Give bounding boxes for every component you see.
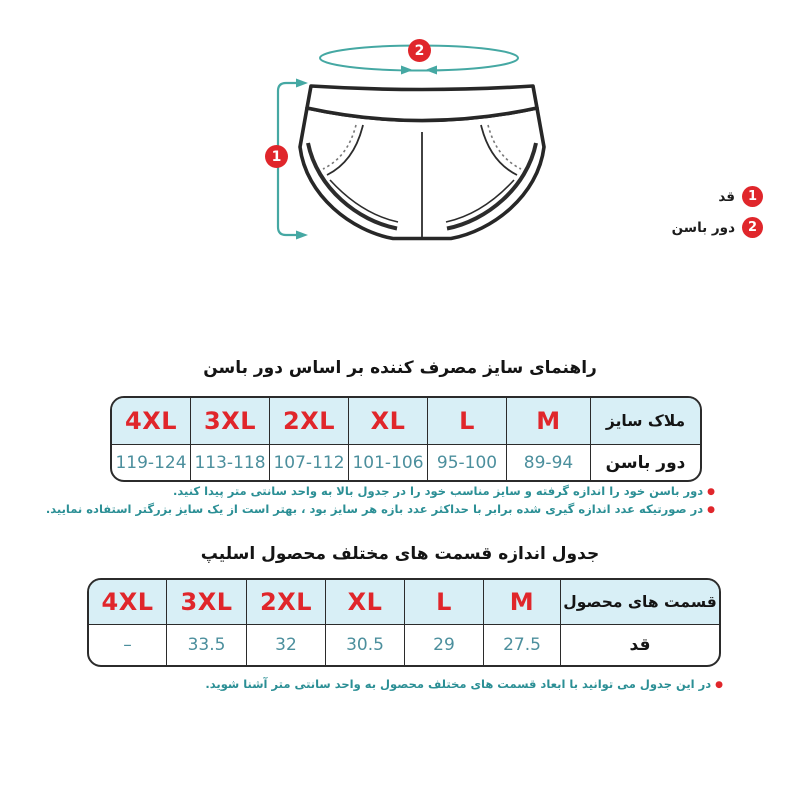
bullet-icon: ●	[707, 505, 715, 515]
bullet-icon: ●	[715, 680, 723, 690]
size-col-m: M	[507, 398, 591, 445]
height-val-2xl: 32	[247, 625, 326, 665]
size-col-2xl: 2XL	[270, 398, 349, 445]
size-criteria-header: ملاک سایز	[591, 398, 700, 445]
hip-range-l: 95-100	[428, 445, 507, 480]
height-val-xl: 30.5	[326, 625, 405, 665]
product-size-col-3xl: 3XL	[167, 580, 247, 625]
height-val-m: 27.5	[484, 625, 561, 665]
product-size-col-m: M	[484, 580, 561, 625]
product-size-col-l: L	[405, 580, 484, 625]
product-size-table	[87, 578, 721, 667]
legend-item-height	[718, 186, 763, 207]
hip-row-label: دور باسن	[605, 452, 686, 473]
product-table-title: جدول اندازه قسمت های مختلف محصول اسلیپ	[200, 544, 600, 564]
size-guide-note-1	[173, 484, 715, 498]
hip-range-3xl: 113-118	[191, 445, 270, 480]
product-size-col-2xl: 2XL	[247, 580, 326, 625]
size-guide-table	[110, 396, 702, 482]
product-parts-header: قسمت های محصول	[561, 580, 719, 625]
legend-hip-badge: 2	[742, 217, 763, 238]
size-guide-note-2	[46, 502, 715, 516]
size-guide-note-1-text: دور باسن خود را اندازه گرفته و سایز مناسب خود را در جدول بالا به واحد سانتی متر پیدا کنید.	[173, 484, 704, 498]
bullet-icon: ●	[707, 487, 715, 497]
legend-height-badge: 1	[742, 186, 763, 207]
height-val-4xl: –	[89, 625, 167, 665]
size-guide-note-2-text: در صورتیکه عدد اندازه گیری شده برابر با حداکثر عدد بازه هر سایز بود ، بهتر است از یک سایز بزرگتر استفاده نمایید.	[45, 502, 704, 516]
height-val-l: 29	[405, 625, 484, 665]
hip-marker-badge: 2	[408, 39, 431, 62]
height-marker-badge: 1	[265, 145, 288, 168]
size-col-4xl: 4XL	[112, 398, 191, 445]
briefs-diagram	[240, 30, 570, 250]
height-val-3xl: 33.5	[167, 625, 247, 665]
product-size-col-xl: XL	[326, 580, 405, 625]
size-col-xl: XL	[349, 398, 428, 445]
legend-height-label: قد	[718, 188, 735, 205]
hip-range-xl: 101-106	[349, 445, 428, 480]
size-col-l: L	[428, 398, 507, 445]
height-row-label: قد	[629, 635, 651, 655]
legend-item-hip	[672, 217, 763, 238]
size-guide-title: راهنمای سایز مصرف کننده بر اساس دور باسن	[203, 358, 597, 378]
product-table-note	[205, 677, 723, 691]
product-size-col-4xl: 4XL	[89, 580, 167, 625]
product-table-note-text: در این جدول می توانید با ابعاد قسمت های مختلف محصول به واحد سانتی متر آشنا شوید.	[205, 677, 712, 691]
size-col-3xl: 3XL	[191, 398, 270, 445]
legend-hip-label: دور باسن	[671, 219, 735, 236]
hip-range-m: 89-94	[507, 445, 591, 480]
hip-range-4xl: 119-124	[112, 445, 191, 480]
hip-range-2xl: 107-112	[270, 445, 349, 480]
